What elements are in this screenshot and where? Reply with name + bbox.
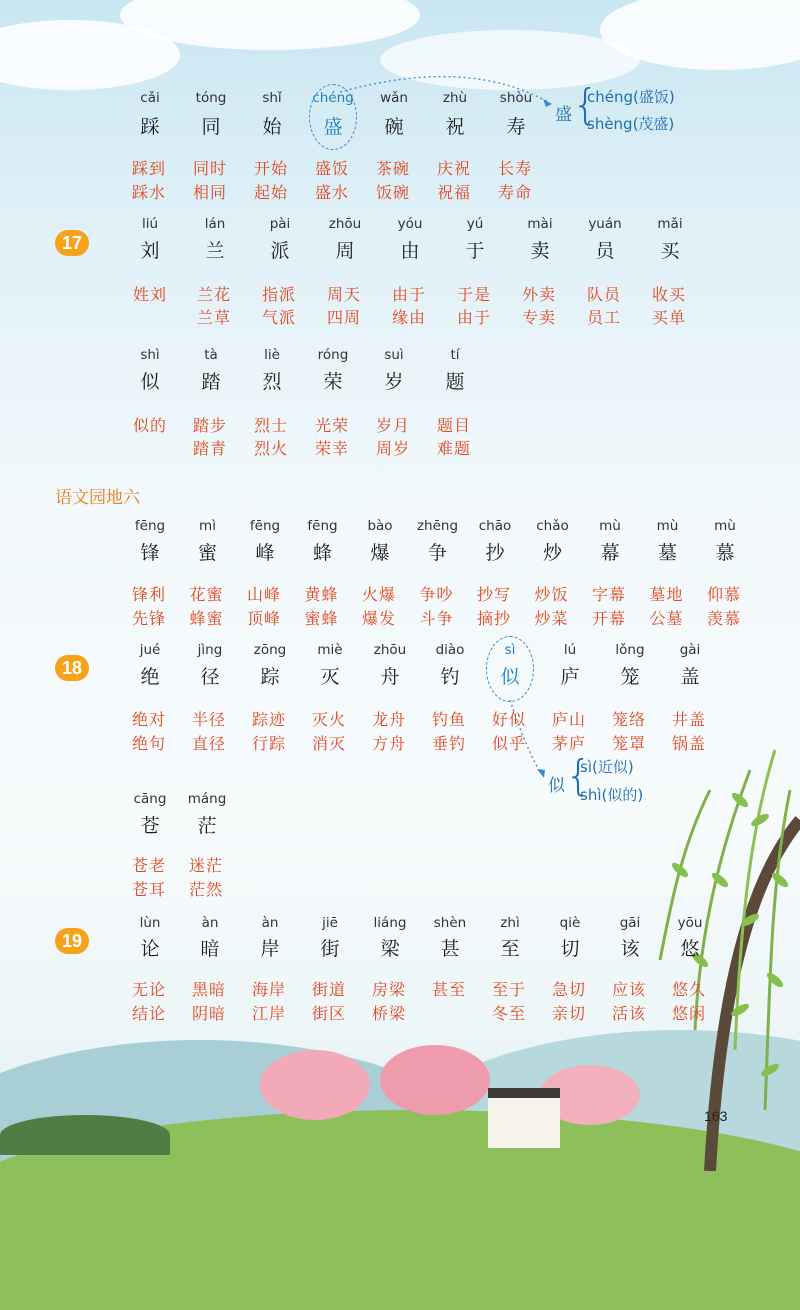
note-line: shì(似的) [580, 786, 644, 804]
example-word: 蜂蜜 [189, 609, 224, 628]
pinyin: bào [367, 518, 393, 534]
example-word: 姓刘 [133, 285, 168, 304]
example-word: 火爆 [362, 585, 397, 604]
example-word: 笼罩 [612, 734, 647, 753]
example-word: 岁月 [376, 416, 411, 435]
hanzi-character: 峰 [255, 542, 275, 564]
cloud [380, 30, 640, 90]
pinyin: tóng [195, 90, 227, 106]
example-word: 锋利 [132, 585, 167, 604]
example-word: 周岁 [376, 439, 411, 458]
hanzi-character: 周 [335, 240, 355, 262]
example-word: 龙舟 [372, 710, 407, 729]
example-word: 茶碗 [376, 159, 411, 178]
lesson-number: 18 [55, 655, 89, 681]
example-word: 炒菜 [534, 609, 569, 628]
pinyin: zhì [500, 915, 520, 931]
pinyin: zhù [442, 90, 468, 106]
pinyin: yuán [588, 216, 622, 232]
hanzi-character: 茫 [197, 815, 217, 837]
hanzi-character: 锋 [140, 542, 160, 564]
hanzi-character: 切 [560, 938, 580, 960]
pinyin: mài [527, 216, 553, 232]
hanzi-character: 径 [200, 666, 220, 688]
example-word: 房梁 [372, 980, 407, 999]
example-word: 黑暗 [192, 980, 227, 999]
example-word: 兰草 [197, 308, 232, 327]
hanzi-character: 灭 [320, 666, 340, 688]
pinyin: miè [317, 642, 343, 658]
example-word: 专卖 [522, 308, 557, 327]
example-word: 相同 [193, 183, 228, 202]
example-word: 踪迹 [252, 710, 287, 729]
example-word: 收买 [652, 285, 687, 304]
example-word: 桥梁 [372, 1004, 407, 1023]
hanzi-character: 街 [320, 938, 340, 960]
hanzi-character: 碗 [384, 116, 404, 138]
example-word: 山峰 [247, 585, 282, 604]
pinyin: suì [384, 347, 404, 363]
pinyin: chǎo [536, 518, 569, 534]
hanzi-character: 由 [400, 240, 420, 262]
example-word: 活该 [612, 1004, 647, 1023]
example-word: 斗争 [419, 609, 454, 628]
example-word: 买单 [652, 308, 687, 327]
note-char: 似 [548, 776, 565, 796]
pinyin: yóu [397, 216, 423, 232]
pinyin: liáng [373, 915, 407, 931]
hanzi-character: 岁 [384, 371, 404, 393]
example-word: 黄蜂 [304, 585, 339, 604]
example-word: 似乎 [492, 734, 527, 753]
example-word: 行踪 [252, 734, 287, 753]
example-word: 由于 [457, 308, 492, 327]
hanzi-character: 爆 [370, 542, 390, 564]
example-word: 抄写 [477, 585, 512, 604]
example-word: 顶峰 [247, 609, 282, 628]
example-word: 兰花 [197, 285, 232, 304]
example-word: 题目 [437, 416, 472, 435]
pinyin: jué [139, 642, 161, 658]
example-word: 墓地 [649, 585, 684, 604]
hanzi-character: 慕 [715, 542, 735, 564]
example-word: 开幕 [592, 609, 627, 628]
hanzi-character: 兰 [205, 240, 225, 262]
example-word: 灭火 [312, 710, 347, 729]
hanzi-character: 盖 [680, 666, 700, 688]
example-word: 绝句 [132, 734, 167, 753]
pinyin: àn [261, 915, 279, 931]
example-word: 绝对 [132, 710, 167, 729]
hanzi-character: 炒 [542, 542, 562, 564]
pinyin: zhēng [416, 518, 459, 534]
section-heading: 语文园地六 [55, 488, 140, 508]
example-word: 字幕 [592, 585, 627, 604]
example-word: 悠久 [672, 980, 707, 999]
hanzi-character: 似 [140, 371, 160, 393]
example-word: 街道 [312, 980, 347, 999]
pinyin: sì [504, 642, 516, 658]
example-word: 开始 [254, 159, 289, 178]
hanzi-character: 荣 [323, 371, 343, 393]
pinyin: mì [199, 518, 216, 534]
hanzi-character: 岸 [260, 938, 280, 960]
highlight-circle [309, 84, 357, 150]
hanzi-character: 庐 [560, 666, 580, 688]
example-word: 起始 [254, 183, 289, 202]
pinyin: mǎi [657, 216, 683, 232]
hanzi-character: 该 [620, 938, 640, 960]
example-word: 于是 [457, 285, 492, 304]
example-word: 荣幸 [315, 439, 350, 458]
example-word: 烈火 [254, 439, 289, 458]
example-word: 难题 [437, 439, 472, 458]
hanzi-character: 买 [660, 240, 680, 262]
shrub [0, 1115, 170, 1155]
hanzi-character: 梁 [380, 938, 400, 960]
hanzi-character: 题 [445, 371, 465, 393]
pinyin: tà [204, 347, 218, 363]
pinyin: jiē [322, 915, 338, 931]
example-word: 消灭 [312, 734, 347, 753]
example-word: 甚至 [432, 980, 467, 999]
hanzi-character: 悠 [680, 938, 700, 960]
hanzi-character: 刘 [140, 240, 160, 262]
pinyin: cǎi [140, 90, 160, 106]
example-word: 踏步 [193, 416, 228, 435]
lesson-number: 17 [55, 230, 89, 256]
tree-pink [260, 1050, 370, 1120]
pinyin: cāng [133, 791, 167, 807]
hanzi-character: 争 [427, 542, 447, 564]
pinyin: shì [140, 347, 160, 363]
example-word: 四周 [327, 308, 362, 327]
page-number: 163 [704, 1108, 728, 1124]
hanzi-character: 至 [500, 938, 520, 960]
example-word: 踩水 [132, 183, 167, 202]
example-word: 气派 [262, 308, 297, 327]
example-word: 街区 [312, 1004, 347, 1023]
pinyin: gài [679, 642, 701, 658]
example-word: 海岸 [252, 980, 287, 999]
example-word: 井盖 [672, 710, 707, 729]
pinyin: zōng [253, 642, 287, 658]
example-word: 羡慕 [707, 609, 742, 628]
example-word: 垂钓 [432, 734, 467, 753]
example-word: 应该 [612, 980, 647, 999]
example-word: 直径 [192, 734, 227, 753]
pinyin: lǒng [615, 642, 645, 658]
example-word: 仰慕 [707, 585, 742, 604]
lesson-number: 19 [55, 928, 89, 954]
pinyin: qiè [559, 915, 581, 931]
example-word: 队员 [587, 285, 622, 304]
note-line: sì(近似) [580, 758, 634, 776]
pinyin: fēng [249, 518, 281, 534]
example-word: 员工 [587, 308, 622, 327]
note-line: chéng(盛饭) [587, 88, 675, 106]
highlight-circle [486, 636, 534, 702]
example-word: 钓鱼 [432, 710, 467, 729]
example-word: 至于 [492, 980, 527, 999]
hanzi-character: 笼 [620, 666, 640, 688]
example-word: 踏青 [193, 439, 228, 458]
pinyin: chéng [312, 90, 354, 106]
hanzi-character: 踩 [140, 116, 160, 138]
example-word: 饭碗 [376, 183, 411, 202]
example-word: 江岸 [252, 1004, 287, 1023]
pinyin: fēng [307, 518, 338, 534]
example-word: 锅盖 [672, 734, 707, 753]
example-word: 笼络 [612, 710, 647, 729]
house [488, 1088, 560, 1148]
example-word: 茫然 [189, 880, 224, 899]
pinyin: diào [435, 642, 465, 658]
hanzi-character: 钓 [440, 666, 460, 688]
example-word: 踩到 [132, 159, 167, 178]
example-word: 结论 [132, 1004, 167, 1023]
example-word: 摘抄 [477, 609, 512, 628]
example-word: 烈士 [254, 416, 289, 435]
hanzi-character: 绝 [140, 666, 160, 688]
example-word: 苍老 [132, 856, 167, 875]
hanzi-character: 舟 [380, 666, 400, 688]
pinyin: róng [317, 347, 349, 363]
tree-pink [380, 1045, 490, 1115]
pinyin: liè [264, 347, 280, 363]
hanzi-character: 论 [140, 938, 160, 960]
example-word: 半径 [192, 710, 227, 729]
hanzi-character: 盛 [323, 116, 343, 138]
pinyin: yú [466, 216, 484, 232]
pinyin: zhōu [328, 216, 362, 232]
brace-icon: { [572, 80, 599, 129]
hanzi-character: 同 [201, 116, 221, 138]
example-word: 光荣 [315, 416, 350, 435]
example-word: 冬至 [492, 1004, 527, 1023]
hanzi-character: 幕 [600, 542, 620, 564]
example-word: 寿命 [498, 183, 533, 202]
note-char: 盛 [555, 105, 572, 125]
pinyin: liú [141, 216, 159, 232]
example-word: 茅庐 [552, 734, 587, 753]
pinyin: pài [269, 216, 291, 232]
pinyin: àn [201, 915, 219, 931]
hanzi-character: 暗 [200, 938, 220, 960]
example-word: 阴暗 [192, 1004, 227, 1023]
hanzi-character: 于 [465, 240, 485, 262]
example-word: 好似 [492, 710, 527, 729]
example-word: 亲切 [552, 1004, 587, 1023]
hanzi-character: 始 [262, 116, 282, 138]
example-word: 蜜蜂 [304, 609, 339, 628]
pinyin: mù [714, 518, 736, 534]
pinyin: mù [599, 518, 621, 534]
example-word: 长寿 [498, 159, 533, 178]
pinyin: lùn [139, 915, 161, 931]
example-word: 爆发 [362, 609, 397, 628]
hanzi-character: 苍 [140, 815, 160, 837]
note-line: shèng(茂盛) [587, 115, 675, 133]
hanzi-character: 踏 [201, 371, 221, 393]
example-word: 公墓 [649, 609, 684, 628]
example-word: 由于 [392, 285, 427, 304]
example-word: 似的 [133, 416, 168, 435]
pinyin: yōu [677, 915, 703, 931]
example-word: 先锋 [132, 609, 167, 628]
pinyin: shǐ [262, 90, 282, 106]
hanzi-character: 烈 [262, 371, 282, 393]
pinyin: shèn [433, 915, 467, 931]
example-word: 缘由 [392, 308, 427, 327]
pinyin: shòu [499, 90, 533, 106]
example-word: 悠闲 [672, 1004, 707, 1023]
example-word: 周天 [327, 285, 362, 304]
example-word: 庆祝 [437, 159, 472, 178]
pinyin: chāo [478, 518, 512, 534]
example-word: 无论 [132, 980, 167, 999]
example-word: 炒饭 [534, 585, 569, 604]
example-word: 庐山 [552, 710, 587, 729]
pinyin: tí [450, 347, 460, 363]
pinyin: lú [563, 642, 577, 658]
example-word: 盛饭 [315, 159, 350, 178]
hanzi-character: 抄 [485, 542, 505, 564]
example-word: 急切 [552, 980, 587, 999]
hanzi-character: 寿 [506, 116, 526, 138]
example-word: 同时 [193, 159, 228, 178]
pinyin: máng [187, 791, 227, 807]
hanzi-character: 蜂 [312, 542, 332, 564]
example-word: 苍耳 [132, 880, 167, 899]
pinyin: fēng [134, 518, 166, 534]
hanzi-character: 蜜 [197, 542, 217, 564]
hanzi-character: 祝 [445, 116, 465, 138]
example-word: 外卖 [522, 285, 557, 304]
example-word: 指派 [262, 285, 297, 304]
example-word: 花蜜 [189, 585, 224, 604]
example-word: 迷茫 [189, 856, 224, 875]
example-word: 方舟 [372, 734, 407, 753]
example-word: 争吵 [419, 585, 454, 604]
hanzi-character: 甚 [440, 938, 460, 960]
pinyin: gāi [619, 915, 641, 931]
hanzi-character: 似 [500, 666, 520, 688]
hanzi-character: 卖 [530, 240, 550, 262]
example-word: 祝福 [437, 183, 472, 202]
hanzi-character: 派 [270, 240, 290, 262]
pinyin: wǎn [380, 90, 408, 106]
hanzi-character: 墓 [657, 542, 677, 564]
pinyin: jìng [197, 642, 223, 658]
pinyin: mù [656, 518, 679, 534]
pinyin: zhōu [373, 642, 407, 658]
hanzi-character: 踪 [260, 666, 280, 688]
hanzi-character: 员 [595, 240, 615, 262]
example-word: 盛水 [315, 183, 350, 202]
pinyin: lán [204, 216, 226, 232]
brace-icon: { [565, 751, 592, 800]
